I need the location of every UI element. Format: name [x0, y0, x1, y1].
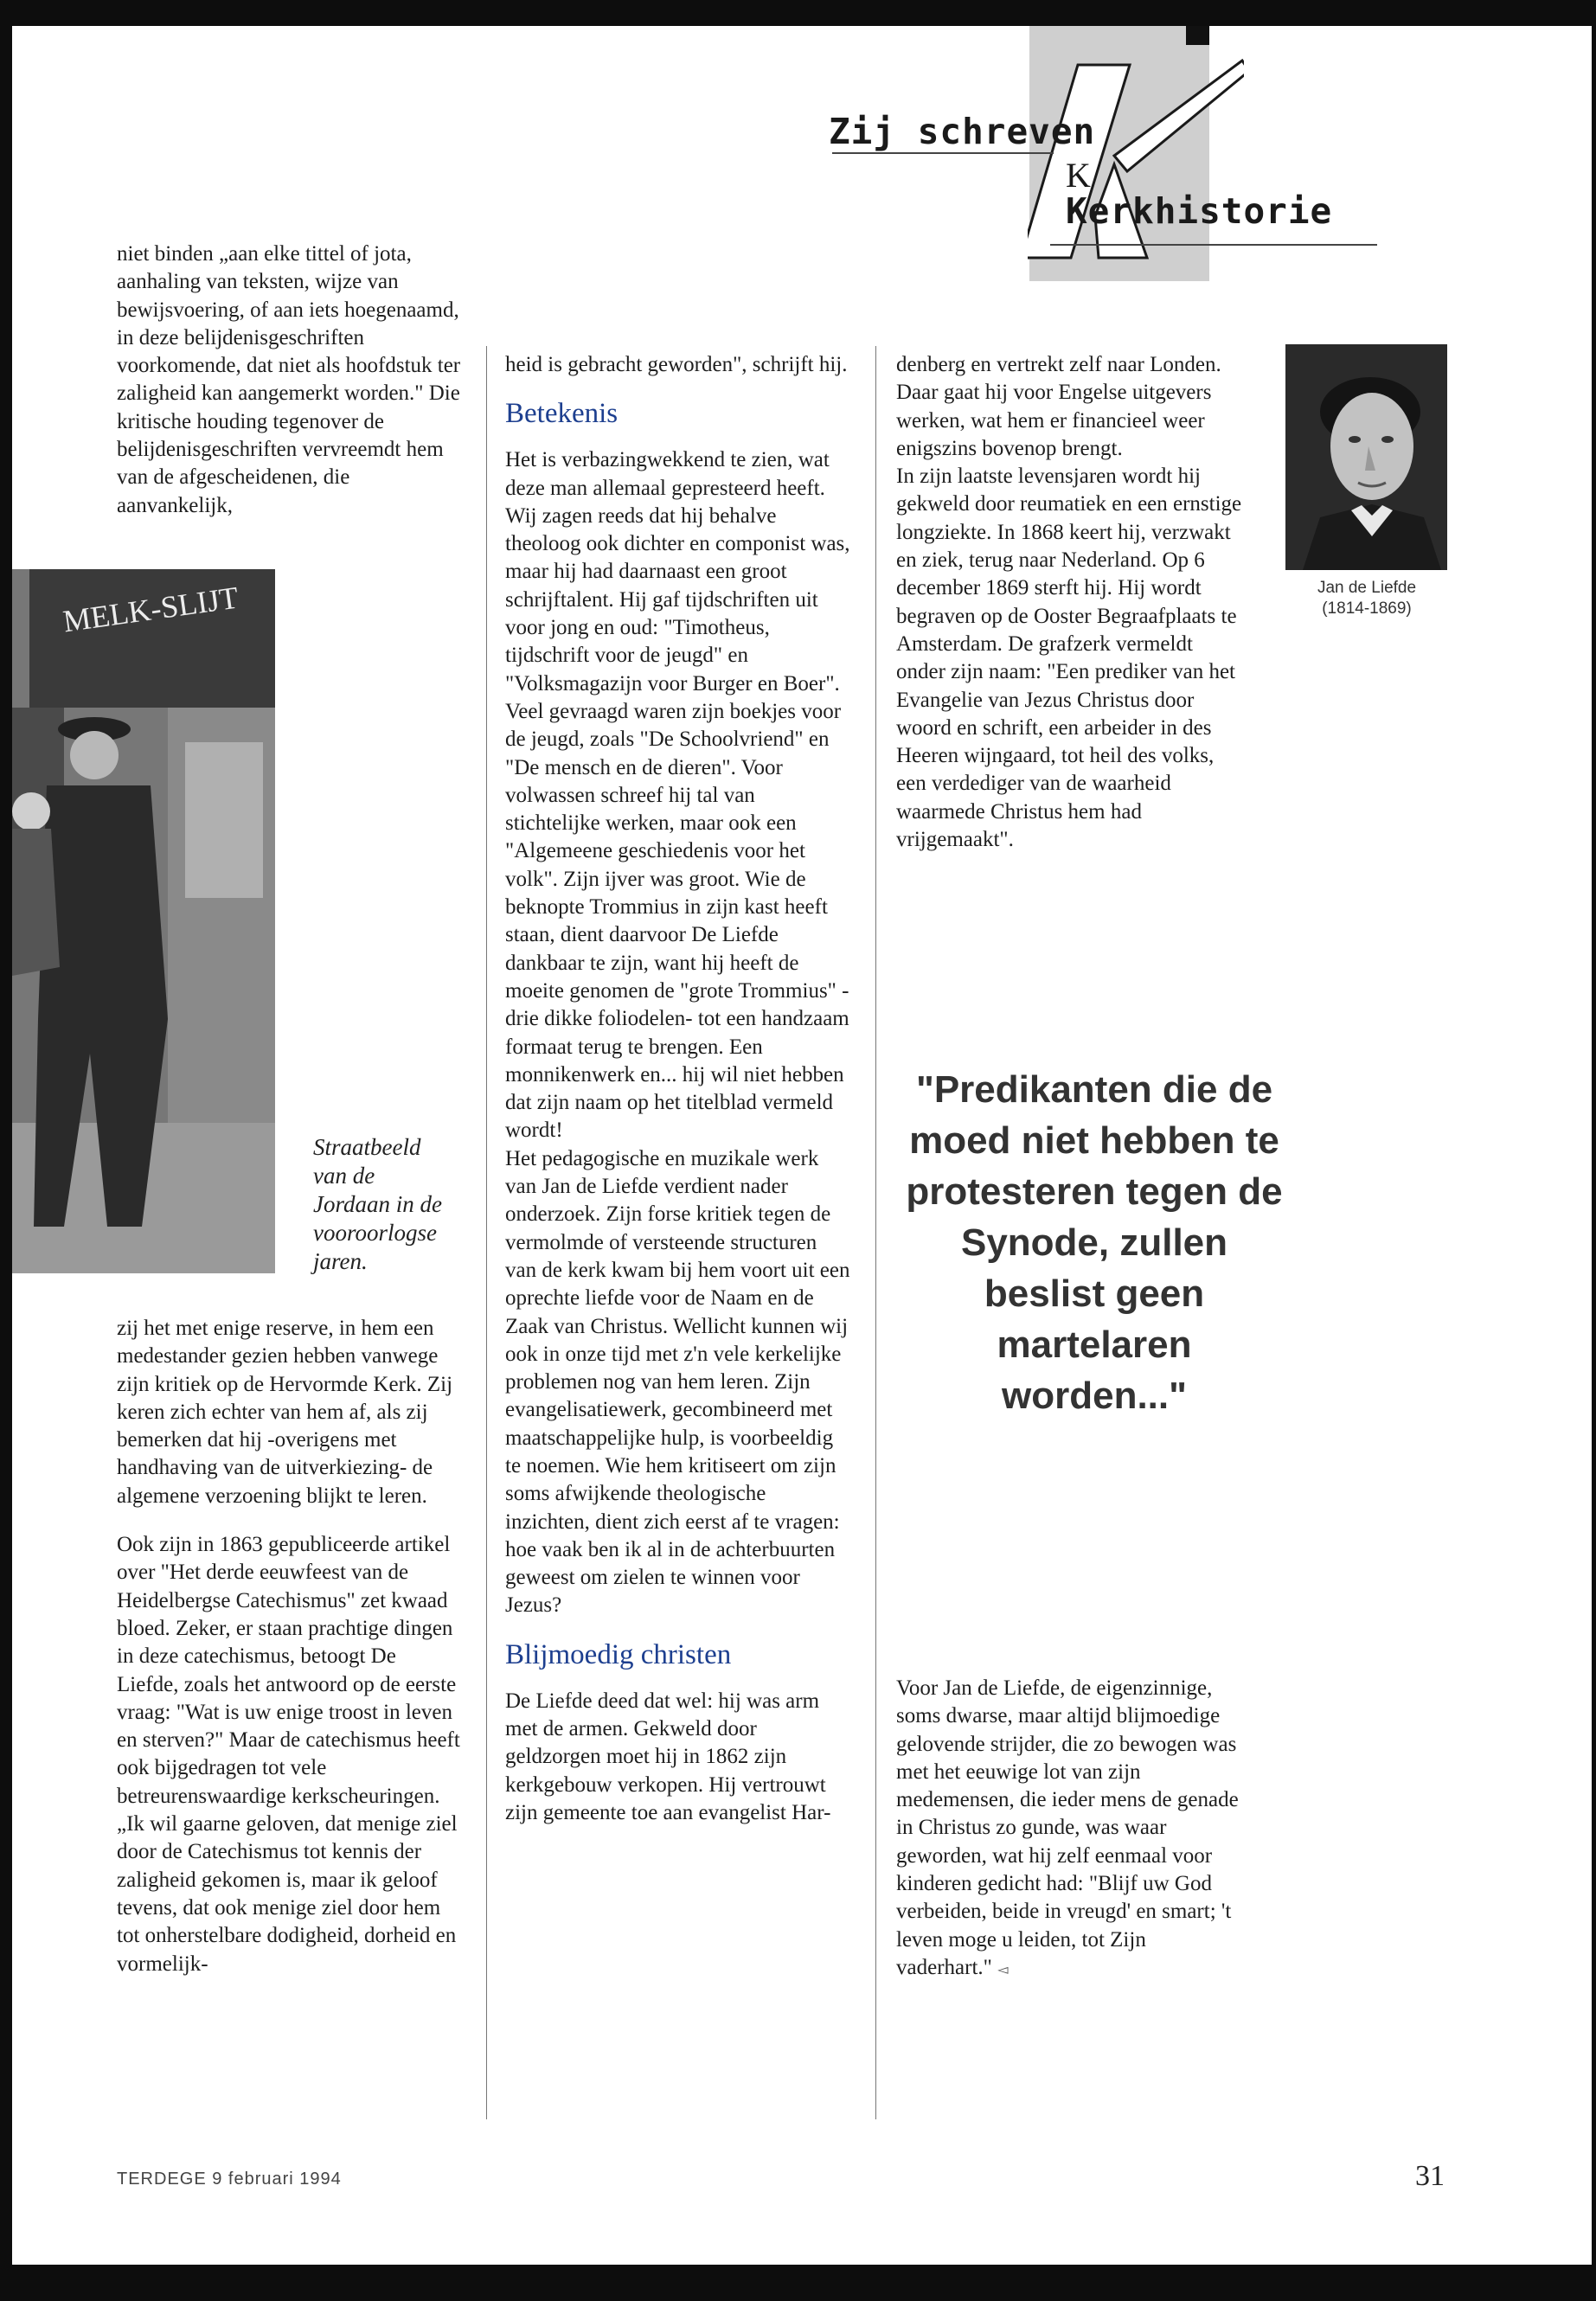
col1-paragraph-2: zij het met enige reserve, in hem een medestander gezien hebben vanwege zijn kritiek op de Hervormde Kerk. Zij keren zich echter van hem af, als zij bemerken dat hij -overigens met handhaving van de uitverkiezing- de algemene verzoening blijkt te leren. [117, 1317, 453, 1508]
portrait-caption-years: (1814-1869) [1322, 599, 1412, 618]
pull-quote: "Predikanten die de moed niet hebben te protesteren tegen de Synode, zullen beslist geen martelaren worden..." [906, 1068, 1283, 1417]
page-border-top [0, 0, 1596, 26]
col2-paragraph-1: heid is gebracht geworden", schrijft hij. [505, 353, 848, 376]
header-k-letter [1028, 26, 1244, 285]
street-photo-caption: Straatbeeld van de Jordaan in de vooroorlogse jaren. [313, 1134, 442, 1274]
column-3-top [896, 351, 1242, 854]
col1-paragraph-1: niet binden „aan elke tittel of jota, aanhaling van teksten, wijze van bewijsvoering, of aan iets hoegenaamd, in deze belijdenisgeschriften voorkomende, dat niet als hoofdstuk ter zaligheid kan aangemerkt worden." Die kritische houding tegenover de belijdenisgeschriften vervreemdt hem van de afgescheidenen, die aanvankelijk, [117, 242, 461, 517]
column-1-top [117, 240, 463, 520]
col2-paragraph-2: Het is verbazingwekkend te zien, wat deze man allemaal gepresteerd heeft. Wij zagen reeds dat hij behalve theoloog ook dichter en componist was, maar hij had daarnaast een groot schrijftalent. Hij gaf tijdschriften uit voor jong en oud: "Timotheus, tijdschrift voor de jeugd" en "Volksmagazijn voor Burger en Boer". Veel gevraagd waren zijn boekjes voor de jeugd, zoals "De Schoolvriend" en "De mensch en de dieren". Voor volwassen schreef hij tal van stichtelijke werken, maar ook een "Algemeene geschiedenis voor het volk". Zijn ijver was groot. Wie de beknopte Trommius in zijn kast heeft staan, dient daarvoor De Liefde dankbaar te zijn, want hij heeft de moeite genomen de "grote Trommius" -drie dikke foliodelen- tot een handzaam formaat terug te brengen. Een monnikenwerk en... hij wil niet hebben dat zijn naam op het titelblad vermeld wordt! [505, 448, 850, 1143]
header-rule-2 [1050, 244, 1377, 246]
col3-paragraph-3-text: Voor Jan de Liefde, de eigenzinnige, soms dwarse, maar altijd blijmoedige gelovende strijder, die zo bewogen was met het eeuwige lot van zijn medemensen, die ieder mens de genade in Christus zo gunde, was waar geworden, wat hij zelf eenmaal voor kinderen gedicht had: "Blijf uw God verbeiden, beide in vreugd' en smart; 't leven moge u leiden, tot Zijn vaderhart." [896, 1676, 1239, 1979]
page-number: 31 [1415, 2160, 1445, 2192]
street-scene-photo [12, 569, 275, 1273]
col3-paragraph-3 [896, 1675, 1242, 1984]
column-rule-1 [486, 346, 487, 2119]
col2-paragraph-3: Het pedagogische en muzikale werk van Jan de Liefde verdient nader onderzoek. Zijn forse kritiek tegen de vermolmde of versteende structuren van de kerk kwam bij hem voort uit een oprechte liefde voor de Naam en de Zaak van Christus. Wellicht kunnen wij ook in onze tijd met z'n vele kerkelijke problemen nog van hem leren. Zijn evangelisatiewerk, gecombineerd met maatschappelijke hulp, is voorbeeldig te noemen. Wie hem kritiseert om zijn soms afwijkende theologische inzichten, dient zich eerst af te vragen: hoe vaak ben ik al in de achterbuurten geweest om zielen te winnen voor Jezus? [505, 1146, 850, 1618]
page-border-bottom [0, 2265, 1596, 2301]
heading-betekenis: Betekenis [505, 398, 619, 430]
portrait-photo [1285, 344, 1447, 570]
col3-paragraph-2: In zijn laatste levensjaren wordt hij gekweld door reumatiek en een ernstige longziekte. In 1868 keert hij, verzwakt en ziek, terug naar Nederland. Op 6 december 1869 sterft hij. Hij wordt begraven op de Ooster Begraafplaats te Amsterdam. De grafzerk vermeldt onder zijn naam: "Een prediker van het Evangelie van Jezus Christus door woord en schrift, een arbeider in des Heeren wijngaard, tot heil des volks, een verdediger van de waarheid waarmede Christus hem had vrijgemaakt". [896, 465, 1242, 852]
portrait-caption-name: Jan de Liefde [1317, 579, 1417, 597]
header-title-part2: Kerkhistorie [1066, 190, 1333, 232]
header-rule-1 [832, 152, 1054, 154]
column-rule-2 [875, 346, 876, 2119]
col2-paragraph-4: De Liefde deed dat wel: hij was arm met de armen. Gekweld door geldzorgen moet hij in 1862 zijn kerkgebouw verkopen. Hij vertrouwt zijn gemeente toe aan evangelist Har- [505, 1689, 831, 1824]
heading-blijmoedig-christen: Blijmoedig christen [505, 1638, 732, 1670]
page-border-right [1592, 0, 1596, 2301]
column-2 [505, 351, 851, 1827]
portrait-caption [1263, 578, 1471, 619]
column-1-bottom [117, 1315, 463, 1978]
header-title-part1: Zij schreven [829, 111, 1096, 152]
col1-paragraph-3: Ook zijn in 1863 gepubliceerde artikel over "Het derde eeuwfeest van de Heidelbergse Catechismus" zet kwaad bloed. Zeker, er staan prachtige dingen in deze catechismus, betoogt De Liefde, zoals het antwoord op de eerste vraag: "Wat is uw enige troost in leven en sterven?" Maar de catechismus heeft ook bijgedragen tot vele betreurenswaardige kerkscheuringen. „Ik wil gaarne geloven, dat menige ziel door de Catechismus tot kennis der zaligheid gekomen is, maar ik geloof tevens, dat ook menige ziel door hem tot onherstelbare dodigheid, dorheid en vormelijk- [117, 1533, 460, 1976]
page-border-left [0, 0, 12, 2301]
column-3-bottom [896, 1675, 1242, 1984]
photo-shop-sign: MELK-SLIJT [61, 580, 240, 639]
end-of-article-mark: ◅ [997, 1962, 1009, 1977]
footer-publication: TERDEGE 9 februari 1994 [117, 2170, 342, 2189]
header-k-text: K [1066, 156, 1091, 195]
col3-paragraph-1: denberg en vertrekt zelf naar Londen. Daar gaat hij voor Engelse uitgevers werken, wat hem er financieel weer enigszins bovenop brengt. [896, 353, 1221, 460]
